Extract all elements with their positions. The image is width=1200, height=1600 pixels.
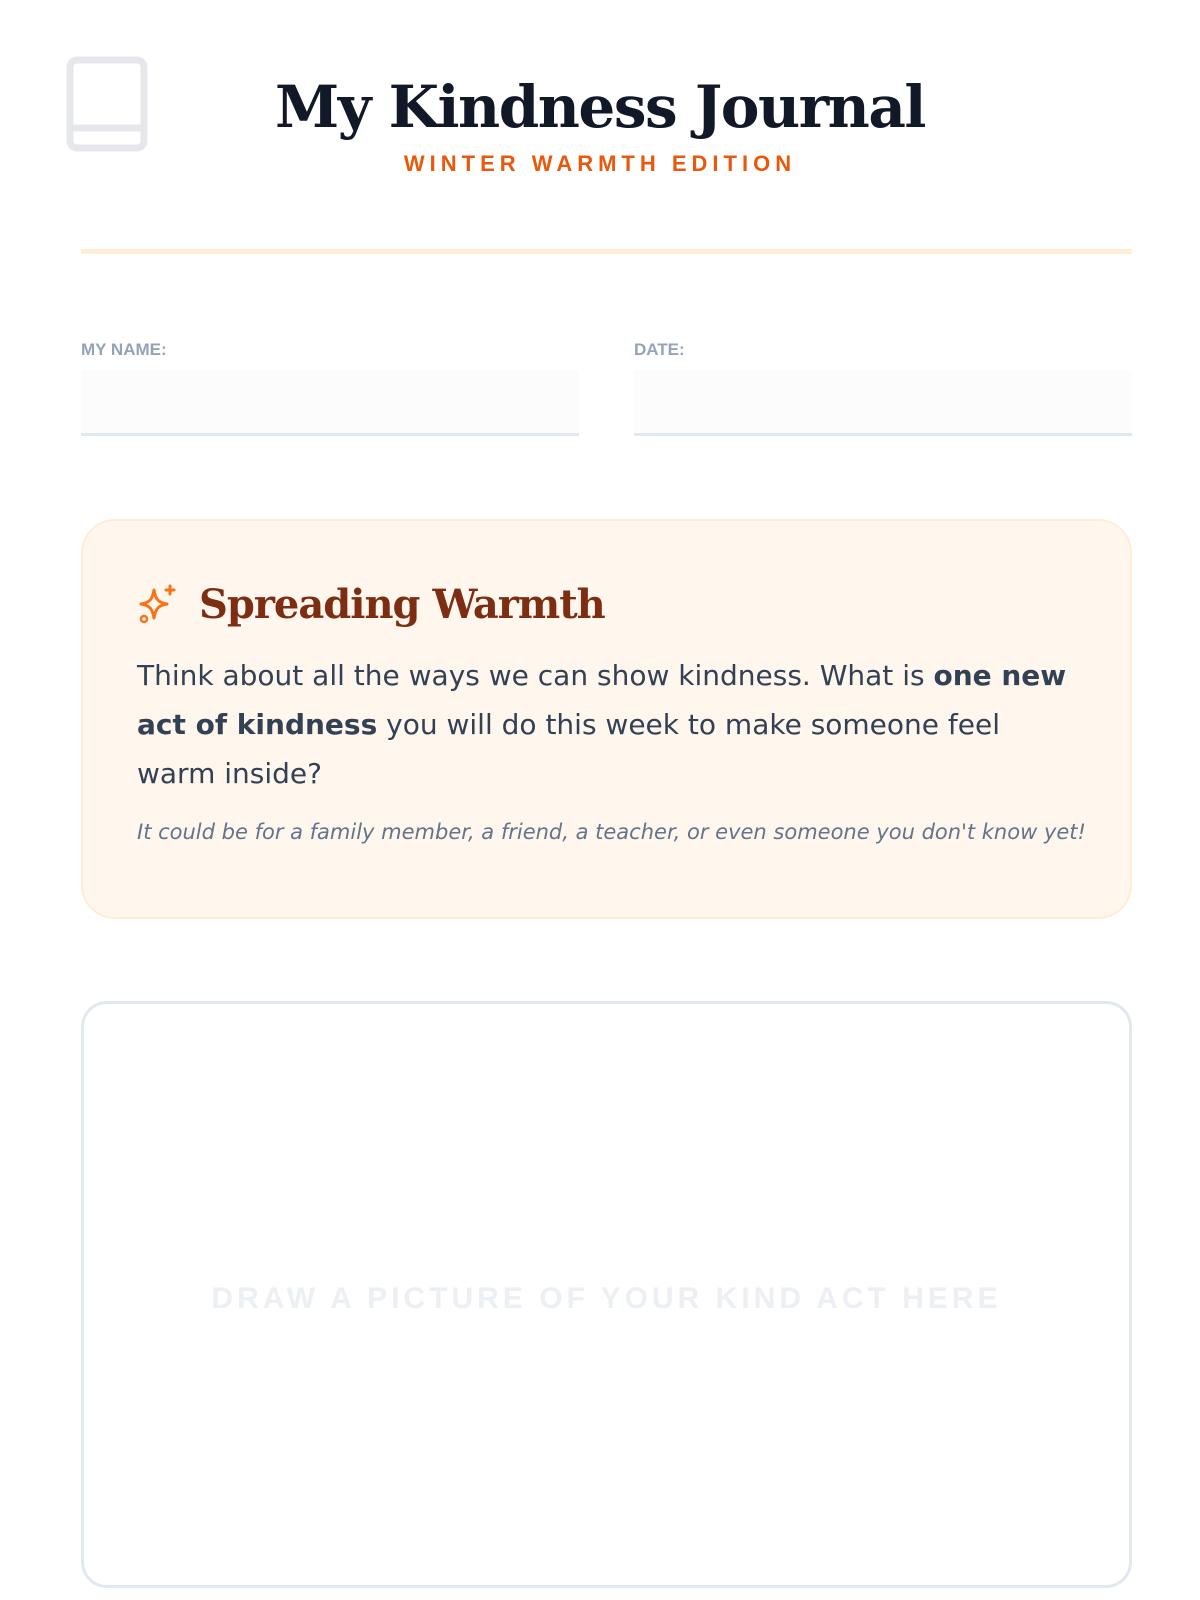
page-title: My Kindness Journal (275, 73, 925, 141)
name-input[interactable] (81, 370, 579, 436)
date-label: DATE: (634, 340, 685, 359)
name-label: MY NAME: (81, 340, 167, 359)
prompt-card-note: It could be for a family member, a friend, a teacher, or even someone you don't know yet! (137, 820, 1086, 844)
prompt-card-question (137, 651, 1076, 798)
drawing-area[interactable] (81, 1001, 1132, 1588)
question-emphasis: one new act of kindness (137, 659, 1067, 741)
question-text-end: you will do this week to make someone feel warm inside? (137, 708, 1001, 790)
prompt-card-title: Spreading Warmth (199, 580, 605, 628)
question-text-start: Think about all the ways we can show kindness. What is (137, 659, 934, 692)
prompt-card (81, 519, 1132, 919)
date-input[interactable] (634, 370, 1132, 436)
header-divider (81, 249, 1132, 254)
drawing-placeholder: DRAW A PICTURE OF YOUR KIND ACT HERE (211, 1281, 1002, 1315)
sparkles-icon (137, 583, 179, 625)
name-field-group (81, 340, 579, 436)
journal-header (0, 74, 1200, 177)
prompt-card-heading (137, 577, 1076, 631)
date-field-group (634, 340, 1132, 436)
page-subtitle: WINTER WARMTH EDITION (403, 150, 797, 176)
